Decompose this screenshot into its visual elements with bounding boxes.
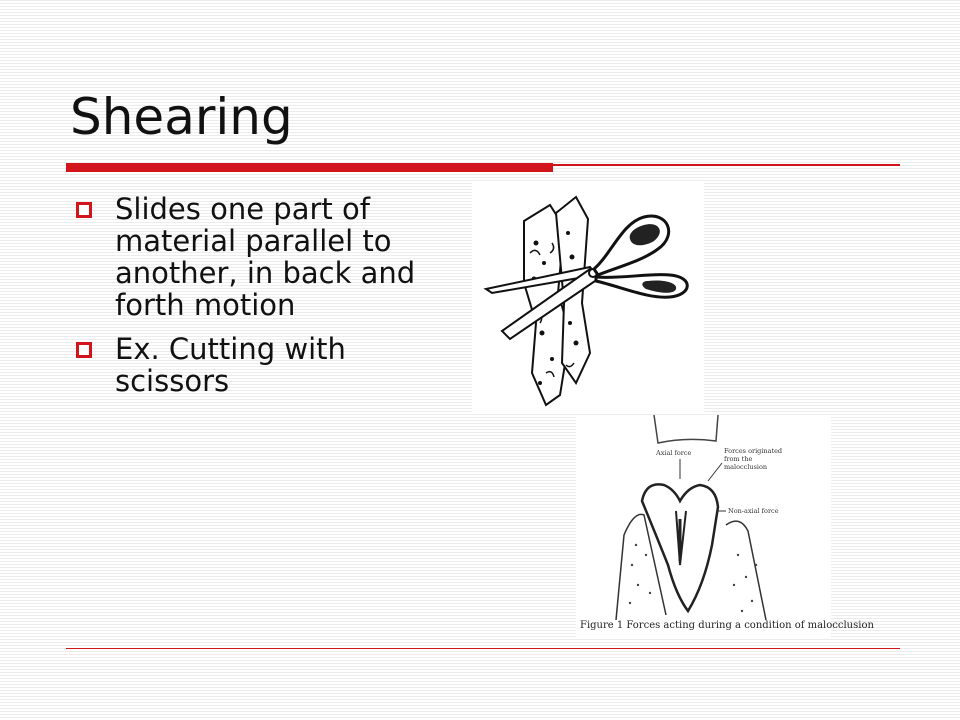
bullet-text: Slides one part of material parallel to another, in back and forth motion	[115, 192, 416, 322]
tooth-diagram-icon	[576, 415, 831, 620]
bullet-item	[76, 333, 466, 397]
label-nonaxial-force: Non-axial force	[728, 507, 779, 515]
tooth-diagram-image	[576, 415, 874, 637]
scissors-illustration-icon	[472, 183, 704, 413]
title-underline-thick	[66, 163, 553, 172]
label-forces-line1: Forces originated	[724, 447, 783, 455]
footer-rule	[66, 648, 900, 649]
bullet-list	[76, 193, 466, 409]
scissors-image	[472, 183, 704, 413]
label-axial-force: Axial force	[656, 449, 692, 457]
bullet-text: Ex. Cutting with scissors	[115, 332, 346, 398]
bullet-item	[76, 193, 466, 321]
hollow-square-bullet-icon	[76, 342, 92, 358]
hollow-square-bullet-icon	[76, 202, 92, 218]
figure-caption: Figure 1 Forces acting during a condition of malocclusion	[580, 620, 874, 631]
slide-title: Shearing	[70, 88, 293, 146]
label-forces-line3: malocclusion	[724, 463, 768, 471]
title-underline-thin	[553, 164, 900, 166]
label-forces-line2: from the	[724, 455, 753, 463]
